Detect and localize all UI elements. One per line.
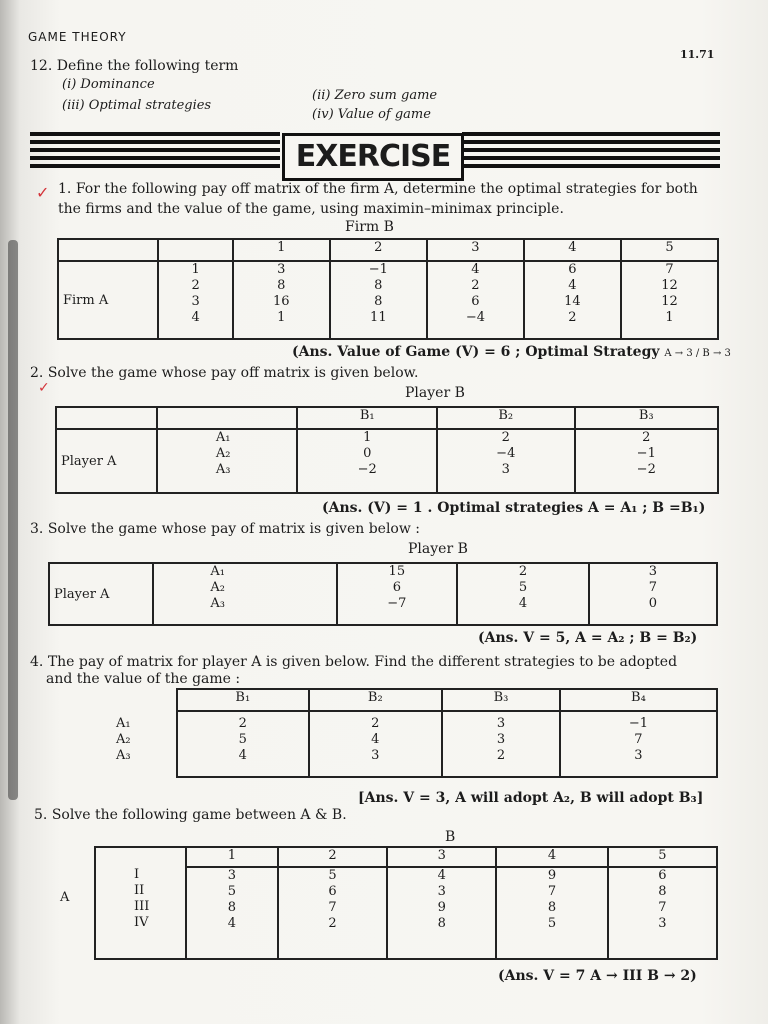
col-header: 3 bbox=[387, 847, 496, 867]
q2-line bbox=[30, 364, 418, 382]
question-number: 3. bbox=[30, 521, 44, 537]
col-header: B₁ bbox=[297, 407, 437, 429]
question-number: 12. bbox=[30, 58, 53, 74]
table-column: 4 3 9 8 bbox=[387, 867, 496, 959]
table-column: −1 8 8 11 bbox=[330, 261, 427, 339]
table-column: 5 6 7 2 bbox=[278, 867, 387, 959]
q5-answer: (Ans. V = 7 A → III B → 2) bbox=[498, 968, 697, 984]
row-labels: A₁ A₂ A₃ bbox=[153, 563, 336, 625]
banner-stripes-right bbox=[462, 132, 720, 176]
col-header: B₃ bbox=[442, 689, 560, 711]
q12-item-1: (i) Dominance bbox=[62, 77, 155, 92]
q12-item-3: (iii) Optimal strategies bbox=[62, 98, 212, 113]
col-header: 2 bbox=[278, 847, 387, 867]
question-number: 2. bbox=[30, 365, 44, 381]
table-column: 2 −1 −2 bbox=[575, 429, 718, 493]
row-title: Player A bbox=[49, 563, 153, 625]
table-column: −1 7 3 bbox=[560, 711, 717, 777]
row-title: Player A bbox=[56, 429, 157, 493]
question-text: Solve the game whose pay of matrix is given below : bbox=[47, 521, 421, 537]
exercise-heading: EXERCISE bbox=[282, 133, 464, 181]
col-header: 5 bbox=[621, 239, 718, 261]
q4-answer: [Ans. V = 3, A will adopt A₂, B will adopt B₃] bbox=[358, 790, 704, 806]
q5-row-title: A bbox=[60, 890, 70, 905]
q4-payoff-table bbox=[176, 688, 718, 778]
question-12 bbox=[30, 58, 238, 74]
q5-column-title: B bbox=[445, 829, 456, 845]
table-column: 2 5 4 bbox=[177, 711, 309, 777]
q4-row-labels: A₁ A₂ A₃ bbox=[116, 716, 131, 763]
table-column: 6 4 14 2 bbox=[524, 261, 621, 339]
q3-line bbox=[30, 520, 420, 538]
question-text: Solve the following game between A & B. bbox=[51, 807, 347, 823]
q5-line bbox=[34, 806, 347, 824]
question-number: 1. bbox=[58, 181, 72, 197]
col-header: B₄ bbox=[560, 689, 717, 711]
banner-stripes-left bbox=[30, 132, 280, 176]
row-labels: 1 2 3 4 bbox=[158, 261, 232, 339]
q3-payoff-table bbox=[48, 562, 718, 626]
table-column: 3 7 0 bbox=[589, 563, 717, 625]
col-header: 1 bbox=[186, 847, 278, 867]
col-header: 3 bbox=[427, 239, 524, 261]
table-column: 7 12 12 1 bbox=[621, 261, 718, 339]
col-header: B₃ bbox=[575, 407, 718, 429]
q5-payoff-table bbox=[94, 846, 718, 960]
q12-item-2: (ii) Zero sum game bbox=[312, 88, 438, 103]
col-header: B₁ bbox=[177, 689, 309, 711]
row-title: Firm A bbox=[58, 261, 158, 339]
book-spine-shadow bbox=[8, 240, 18, 800]
question-number: 5. bbox=[34, 807, 48, 823]
q4-line-2: and the value of the game : bbox=[46, 671, 241, 687]
question-text: Solve the game whose pay off matrix is given below. bbox=[47, 365, 419, 381]
table-column: 3 8 16 1 bbox=[233, 261, 330, 339]
question-text: The pay of matrix for player A is given below. Find the different strategies to be adopted bbox=[47, 654, 678, 670]
answer-strategy: A → 3 / B → 3 bbox=[664, 348, 731, 359]
col-header: 2 bbox=[330, 239, 427, 261]
table-column: 2 4 3 bbox=[309, 711, 443, 777]
table-column: 2 5 4 bbox=[457, 563, 589, 625]
red-annotation-mark: ✓ bbox=[38, 380, 50, 396]
question-text: Define the following term bbox=[56, 58, 239, 74]
table-column: 3 3 2 bbox=[442, 711, 560, 777]
q1-payoff-table bbox=[57, 238, 719, 340]
table-column: 15 6 −7 bbox=[337, 563, 458, 625]
running-header: GAME THEORY bbox=[28, 30, 127, 44]
q2-payoff-table bbox=[55, 406, 719, 494]
q3-answer: (Ans. V = 5, A = A₂ ; B = B₂) bbox=[478, 630, 698, 646]
question-number: 4. bbox=[30, 654, 44, 670]
q12-item-4: (iv) Value of game bbox=[312, 107, 431, 122]
q2-column-title: Player B bbox=[405, 385, 465, 401]
col-header: 4 bbox=[524, 239, 621, 261]
col-header: 5 bbox=[608, 847, 717, 867]
table-column: 6 8 7 3 bbox=[608, 867, 717, 959]
q1-answer: (Ans. Value of Game (V) = 6 ; Optimal Strategy A → 3 / B → 3 bbox=[292, 344, 731, 360]
table-column: 9 7 8 5 bbox=[496, 867, 607, 959]
col-header: B₂ bbox=[437, 407, 575, 429]
question-text: For the following pay off matrix of the firm A, determine the optimal strategies for both bbox=[75, 181, 698, 197]
q4-line-1 bbox=[30, 653, 677, 671]
q1-column-title: Firm B bbox=[345, 219, 394, 235]
row-labels: A₁ A₂ A₃ bbox=[157, 429, 298, 493]
table-column: 1 0 −2 bbox=[297, 429, 437, 493]
row-labels: I II III IV bbox=[95, 867, 186, 959]
table-column: 4 2 6 −4 bbox=[427, 261, 524, 339]
page-number: 11.71 bbox=[680, 48, 715, 61]
col-header: 4 bbox=[496, 847, 607, 867]
col-header: B₂ bbox=[309, 689, 443, 711]
q2-answer: (Ans. (V) = 1 . Optimal strategies A = A₁ ; B =B₁) bbox=[322, 500, 706, 516]
q3-column-title: Player B bbox=[408, 541, 468, 557]
q1-line-2: the firms and the value of the game, using maximin–minimax principle. bbox=[58, 201, 564, 217]
table-column: 2 −4 3 bbox=[437, 429, 575, 493]
q1-line-1 bbox=[58, 180, 698, 198]
red-tick-mark: ✓ bbox=[36, 183, 50, 202]
col-header: 1 bbox=[233, 239, 330, 261]
table-column: 3 5 8 4 bbox=[186, 867, 278, 959]
